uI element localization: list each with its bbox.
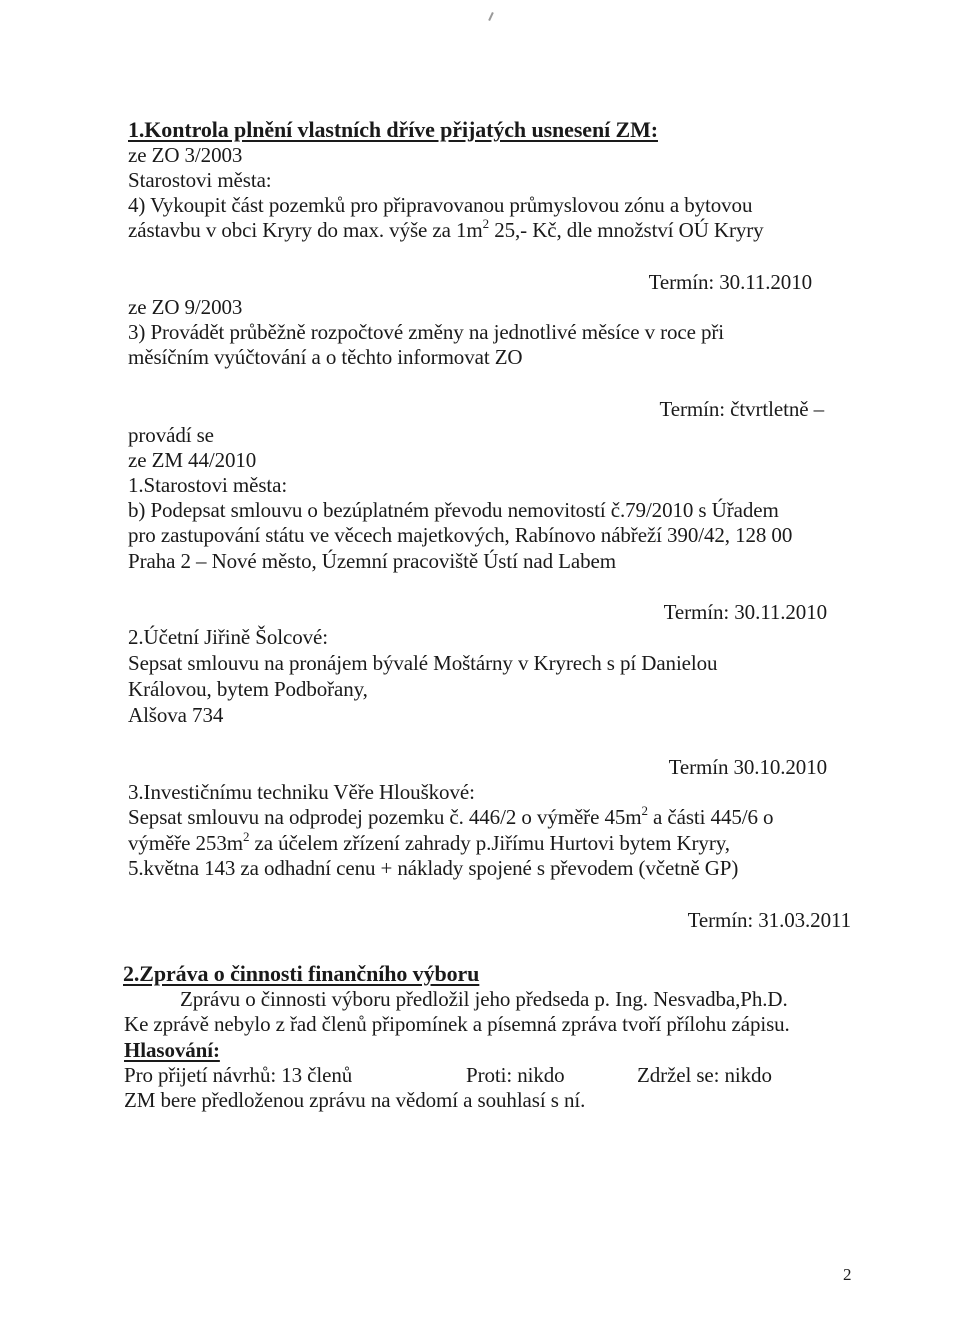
assignee-investment-technician: 3.Investičnímu techniku Věře Hlouškové:: [128, 780, 475, 804]
assignee-starosta-2: 1.Starostovi města:: [128, 473, 288, 497]
vote-abstain: Zdržel se: nikdo: [637, 1063, 772, 1087]
status-in-progress: provádí se: [128, 423, 214, 447]
investment-line-2-text-a: výměře 253m: [128, 831, 243, 855]
section1-heading: 1.Kontrola plnění vlastních dříve přijatých usnesení ZM:: [128, 117, 658, 142]
investment-line-2-superscript: 2: [242, 829, 250, 844]
accountant-task-line-1: Sepsat smlouvu na pronájem bývalé Moštárny v Kryrech s pí Danielou: [128, 651, 718, 675]
task-3-line-2: měsíčním vyúčtování a o těchto informovat ZO: [128, 345, 523, 369]
resolution-ref-zm-44-2010: ze ZM 44/2010: [128, 448, 257, 472]
assignee-starosta: Starostovi města:: [128, 168, 272, 192]
accountant-task-line-3: Alšova 734: [128, 703, 224, 727]
task-4-line-1: 4) Vykoupit část pozemků pro připravovanou průmyslovou zónu a bytovou: [128, 193, 753, 217]
deadline-1: Termín: 30.11.2010: [648, 270, 812, 294]
scan-mark: [488, 12, 494, 21]
deadline-5: Termín: 31.03.2011: [687, 908, 851, 932]
section2-heading: 2.Zpráva o činnosti finančního výboru: [123, 961, 480, 986]
deadline-2: Termín: čtvrtletně –: [659, 397, 824, 421]
deadline-4: Termín 30.10.2010: [668, 755, 827, 779]
vote-against: Proti: nikdo: [466, 1063, 565, 1087]
task-4-superscript: 2: [482, 216, 490, 231]
investment-line-2-text-b: za účelem zřízení zahrady p.Jiřímu Hurtovi bytem Kryry,: [249, 831, 730, 855]
page-number: 2: [843, 1265, 852, 1284]
task-b-line-1: b) Podepsat smlouvu o bezúplatném převodu nemovitostí č.79/2010 s Úřadem: [128, 498, 779, 522]
report-line-2: Ke zprávě nebylo z řad členů připomínek a písemná zpráva tvoří přílohu zápisu.: [124, 1012, 790, 1036]
investment-line-1-text-a: Sepsat smlouvu na odprodej pozemku č. 446/2 o výměře 45m: [128, 805, 642, 829]
task-b-line-3: Praha 2 – Nové město, Územní pracoviště Ústí nad Labem: [128, 549, 616, 573]
task-3-line-1: 3) Provádět průběžně rozpočtové změny na jednotlivé měsíce v roce při: [128, 320, 725, 344]
deadline-3: Termín: 30.11.2010: [663, 600, 827, 624]
task-4-text-b: 25,- Kč, dle množství OÚ Kryry: [489, 218, 764, 242]
vote-for: Pro přijetí návrhů: 13 členů: [124, 1063, 353, 1087]
task-4-text-a: zástavbu v obci Kryry do max. výše za 1m: [128, 218, 483, 242]
report-line-1: Zprávu o činnosti výboru předložil jeho předseda p. Ing. Nesvadba,Ph.D.: [180, 987, 788, 1011]
assignee-accountant: 2.Účetní Jiřině Šolcové:: [128, 625, 328, 649]
accountant-task-line-2: Královou, bytem Podbořany,: [128, 677, 368, 701]
conclusion: ZM bere předloženou zprávu na vědomí a souhlasí s ní.: [124, 1088, 586, 1112]
voting-heading: Hlasování:: [124, 1038, 220, 1062]
investment-task-line-1: [128, 805, 773, 830]
task-4-line-2: [128, 218, 764, 243]
investment-task-line-3: 5.května 143 za odhadní cenu + náklady spojené s převodem (včetně GP): [128, 856, 739, 880]
investment-line-1-text-b: a části 445/6 o: [647, 805, 774, 829]
investment-task-line-2: [128, 831, 730, 856]
task-b-line-2: pro zastupování státu ve věcech majetkových, Rabínovo nábřeží 390/42, 128 00: [128, 523, 793, 547]
resolution-ref-zo-9-2003: ze ZO 9/2003: [128, 295, 243, 319]
investment-line-1-superscript: 2: [641, 803, 648, 818]
resolution-ref-zo-3-2003: ze ZO 3/2003: [128, 143, 243, 167]
